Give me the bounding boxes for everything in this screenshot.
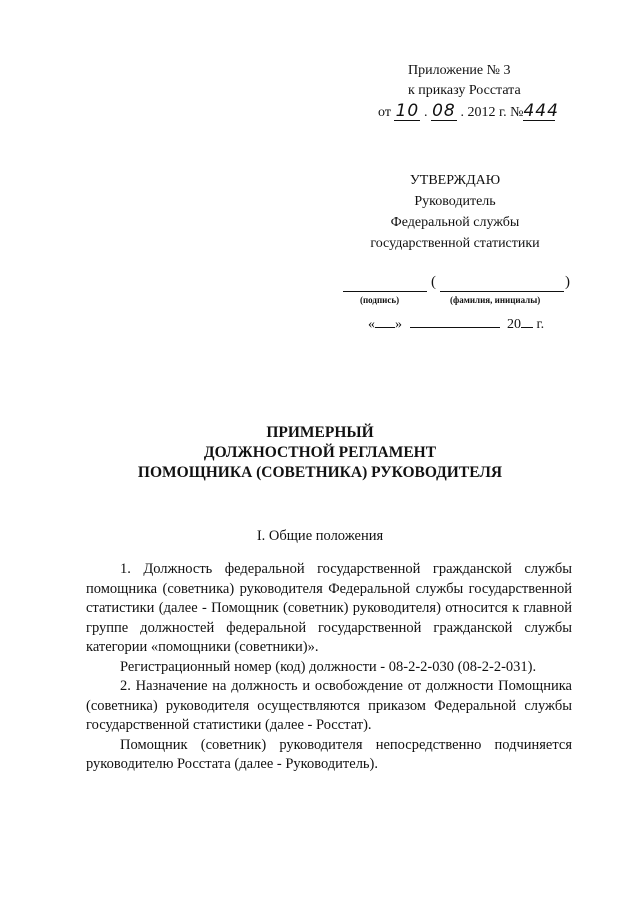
approval-heading: УТВЕРЖДАЮ [409,173,501,188]
paragraph-2: Регистрационный номер (код) должности - 08-2-2-030 (08-2-2-031). [120,658,537,675]
year-prefix: 20 [507,317,521,332]
name-blank [440,277,564,292]
approval-agency-line2: государственной статистики [370,236,540,251]
paragraph-4: Помощник (советник) руководителя непосредственно подчиняется руководителю Росстата (далее - Руководитель). [86,736,572,772]
approval-date-line [368,315,544,333]
approval-position: Руководитель [414,194,496,209]
section-heading: I. Общие положения [256,528,384,544]
year-suffix: г. [536,317,545,332]
from-label: от [378,105,391,120]
body-text [86,560,572,775]
approval-block [340,170,570,254]
signature-blank [343,277,427,292]
title-line2: ДОЛЖНОСТНОЙ РЕГЛАМЕНТ [203,444,437,461]
appendix-date-line: от 10 . 08 . 2012 г. №444 [378,101,559,121]
handwritten-order-number: 444 [523,101,559,121]
document-title [0,423,640,483]
approval-agency-line1: Федеральной службы [390,215,520,230]
year-text: . 2012 г. [460,105,507,120]
open-paren: ( [431,274,436,290]
title-line3: ПОМОЩНИКА (СОВЕТНИКА) РУКОВОДИТЕЛЯ [137,464,503,481]
name-caption: (фамилия, инициалы) [450,295,541,305]
handwritten-day: 10 [395,101,420,121]
close-quote: » [395,317,402,332]
signature-caption: (подпись) [360,295,400,305]
paragraph-1: 1. Должность федеральной государственной гражданской службы помощника (советника) руководителя Федеральной службы государственной статистики (далее - Помощник (советник) руководителя) относится к главной группе должностей федеральной государственной гражданской службы категории «помощники (советники)». [86,561,572,655]
handwritten-month: 08 [432,101,456,121]
appendix-order-ref: к приказу Росстата [408,83,521,98]
day-blank [375,315,395,328]
title-line1: ПРИМЕРНЫЙ [266,424,374,441]
appendix-number: Приложение № 3 [408,63,511,78]
open-quote: « [368,317,375,332]
year-blank [521,315,533,328]
paragraph-3: 2. Назначение на должность и освобождение от должности Помощника (советника) руководителя осуществляются приказом Федеральной службы государственной статистики (далее - Росстат). [86,678,572,733]
month-blank [410,315,500,328]
number-label: № [510,105,524,120]
close-paren: ) [565,274,570,290]
